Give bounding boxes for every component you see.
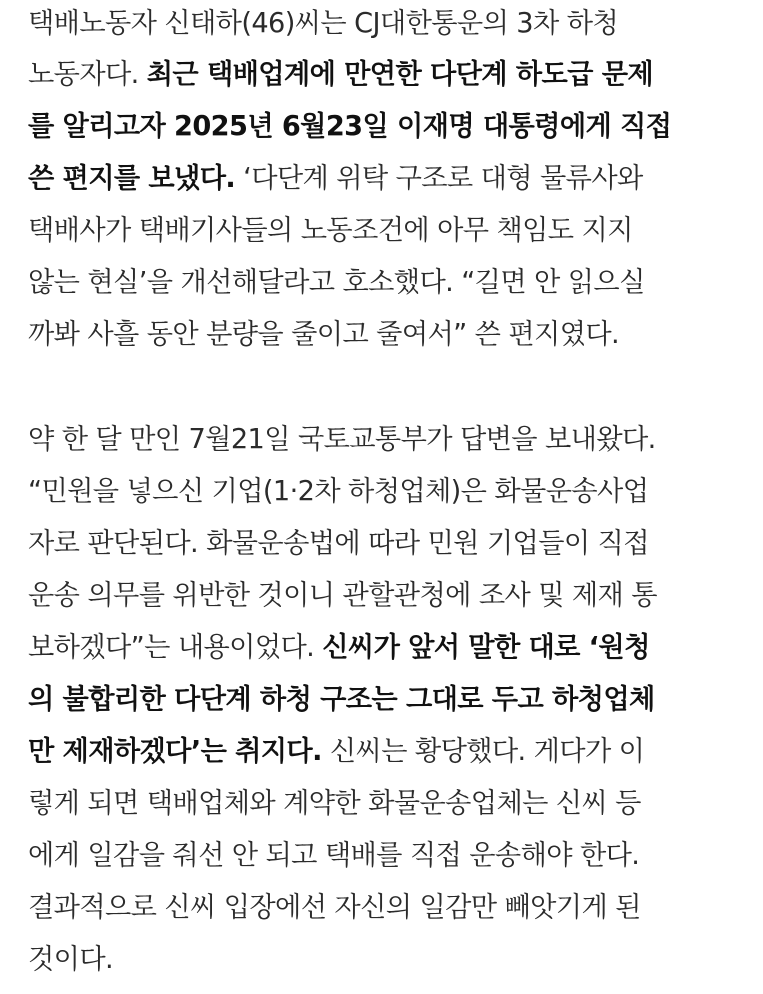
text-run: 까봐 사흘 동안 분량을 줄이고 줄여서” 쓴 편지였다. [28, 319, 620, 350]
emphasis-text: 최근 택배업계에 만연한 다단계 하도급 문제 [146, 59, 654, 90]
text-line [28, 524, 649, 564]
text-line [28, 836, 639, 876]
text-line [28, 784, 641, 824]
text-run: 보하겠다”는 내용이었다. [28, 632, 323, 663]
emphasis-text: 쓴 편지를 보냈다. [28, 163, 236, 194]
emphasis-text: 신씨가 앞서 말한 대로 ‘원청 [322, 632, 650, 663]
emphasis-text: 만 제재하겠다’는 취지다. [28, 736, 322, 767]
emphasis-text: 의 불합리한 다단계 하청 구조는 그대로 두고 하청업체 [28, 684, 655, 715]
text-run: 노동자다. [28, 59, 147, 90]
text-line [28, 315, 619, 355]
emphasis-text: 를 알리고자 2025년 6월23일 이재명 대통령에게 직접 [28, 111, 672, 142]
text-line [28, 888, 641, 928]
text-line [28, 576, 657, 616]
text-line [28, 420, 656, 460]
text-line [28, 55, 653, 95]
text-line [28, 940, 113, 980]
text-run: ‘다단계 위탁 구조로 대형 물류사와 [235, 163, 643, 194]
text-run: “민원을 넣으신 기업(1·2차 하청업체)은 화물운송사업 [28, 476, 649, 507]
text-run: 렇게 되면 택배업체와 계약한 화물운송업체는 신씨 등 [28, 788, 641, 819]
text-run: 않는 현실’을 개선해달라고 호소했다. “길면 안 읽으실 [28, 267, 645, 298]
text-run: 것이다. [28, 944, 114, 975]
text-run: 택배노동자 신태하(46)씨는 CJ대한통운의 3차 하청 [28, 8, 619, 39]
text-line [28, 4, 618, 44]
text-run: 결과적으로 신씨 입장에선 자신의 일감만 빼앗기게 된 [28, 892, 641, 923]
text-run: 약 한 달 만인 7월21일 국토교통부가 답변을 보내왔다. [28, 424, 656, 455]
text-line [28, 628, 650, 668]
text-run: 신씨는 황당했다. 게다가 이 [321, 736, 645, 767]
text-line [28, 732, 644, 772]
text-line [28, 263, 645, 303]
text-line [28, 211, 633, 251]
text-line [28, 472, 648, 512]
text-run: 택배사가 택배기사들의 노동조건에 아무 책임도 지지 [28, 215, 633, 246]
text-line [28, 159, 643, 199]
text-line [28, 107, 671, 147]
text-run: 자로 판단된다. 화물운송법에 따라 민원 기업들이 직접 [28, 528, 649, 559]
text-line [28, 680, 655, 720]
text-run: 운송 의무를 위반한 것이니 관할관청에 조사 및 제재 통 [28, 580, 657, 611]
text-run: 에게 일감을 줘선 안 되고 택배를 직접 운송해야 한다. [28, 840, 640, 871]
